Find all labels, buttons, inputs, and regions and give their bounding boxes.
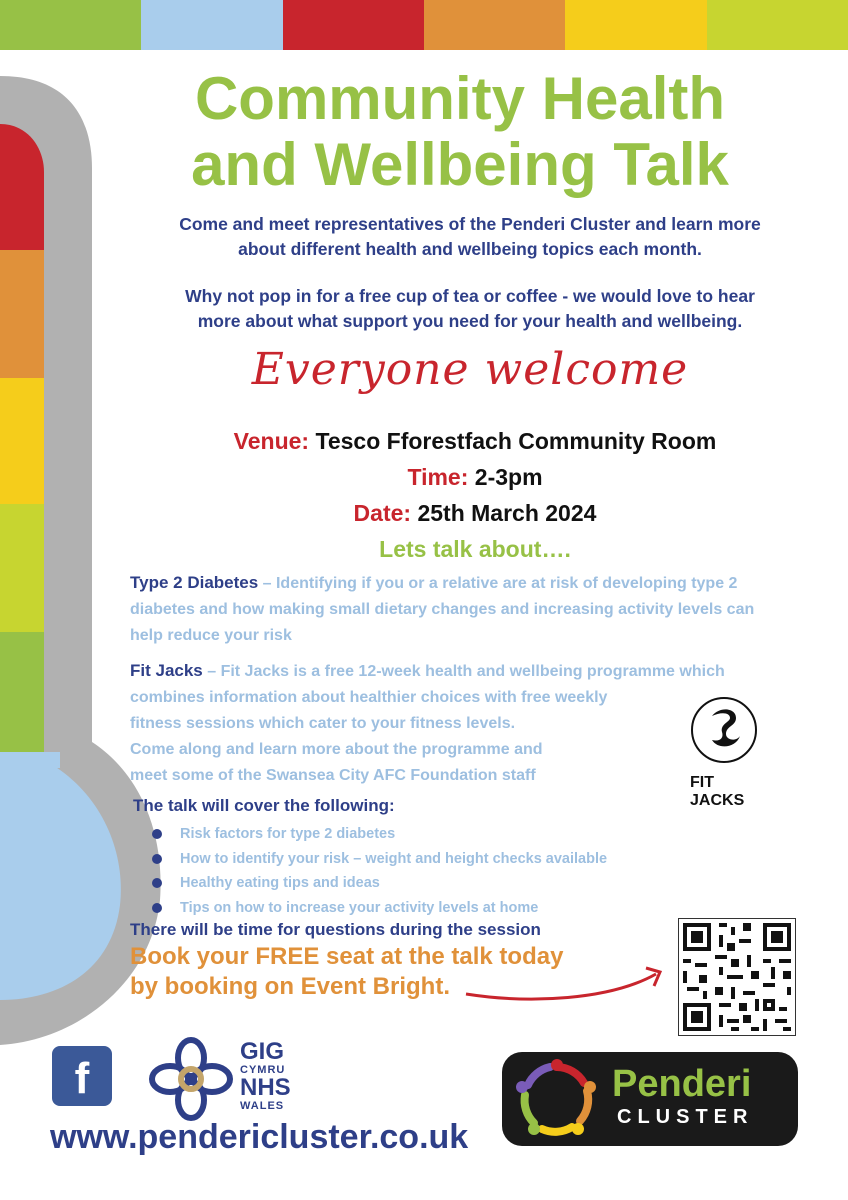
nhs-wales-logo	[240, 1040, 291, 1112]
swan-logo-icon	[690, 696, 758, 764]
questions-note: There will be time for questions during the session	[130, 920, 541, 939]
cover-title: The talk will cover the following:	[133, 796, 395, 815]
lets-talk-heading: Lets talk about….	[379, 536, 571, 562]
booking-line-1: Book your FREE seat at the talk today	[130, 943, 564, 970]
intro-paragraph-2	[130, 284, 810, 334]
diabetes-heading: Type 2 Diabetes	[130, 573, 259, 592]
intro-line-2: about different health and wellbeing topics each month.	[238, 239, 702, 259]
venue-line	[100, 426, 848, 456]
fitjacks-line-1: – Fit Jacks is a free 12-week health and wellbeing programme which	[207, 663, 725, 680]
fitjacks-line-5: meet some of the Swansea City AFC Foundation staff	[130, 767, 536, 784]
diabetes-paragraph	[130, 570, 790, 649]
booking-line-2: by booking on Event Bright.	[130, 973, 450, 1000]
date-line	[100, 498, 848, 528]
qr-code[interactable]	[678, 918, 796, 1036]
venue-value: Tesco Fforestfach Community Room	[315, 428, 717, 454]
nhs-line-4: WALES	[240, 1100, 285, 1112]
time-label: Time:	[407, 464, 469, 490]
fitjacks-heading: Fit Jacks	[130, 661, 203, 680]
time-line	[100, 462, 848, 492]
intro-paragraph-1	[130, 212, 810, 262]
everyone-welcome: Everyone welcome	[251, 344, 689, 395]
facebook-glyph: f	[74, 1054, 90, 1103]
venue-label: Venue:	[233, 428, 310, 454]
arrow-icon	[460, 960, 670, 1010]
time-value: 2-3pm	[474, 464, 543, 490]
fitjacks-line-4: Come along and learn more about the programme and	[130, 741, 543, 758]
title-line-2: and Wellbeing Talk	[191, 131, 729, 198]
intro-line-1: Come and meet representatives of the Penderi Cluster and learn more	[179, 214, 761, 234]
nhs-line-1: GIG	[240, 1038, 285, 1065]
nhs-line-2: CYMRU	[240, 1064, 286, 1076]
nhs-line-3: NHS	[240, 1074, 291, 1101]
list-item: Tips on how to increase your activity levels at home	[150, 896, 607, 921]
date-label: Date:	[353, 500, 412, 526]
website-link[interactable]: www.pendericluster.co.uk	[50, 1118, 469, 1156]
fitjacks-line-3: fitness sessions which cater to your fitness levels.	[130, 715, 516, 732]
penderi-name: Penderi	[612, 1063, 752, 1105]
title-line-1: Community Health	[194, 65, 726, 132]
fitjacks-line-2: combines information about healthier choices with free weekly	[130, 689, 608, 706]
list-item: Healthy eating tips and ideas	[150, 871, 607, 896]
date-value: 25th March 2024	[417, 500, 597, 526]
nhs-knot-icon	[148, 1036, 234, 1122]
people-ring-icon	[512, 1057, 602, 1141]
penderi-sub: CLUSTER	[617, 1106, 754, 1128]
page-title	[120, 66, 800, 198]
cover-list	[150, 822, 607, 920]
list-item: Risk factors for type 2 diabetes	[150, 822, 607, 847]
intro-line-3: Why not pop in for a free cup of tea or coffee - we would love to hear	[185, 286, 755, 306]
intro-line-4: more about what support you need for your health and wellbeing.	[197, 311, 743, 331]
fitjacks-logo-label: FIT JACKS	[690, 774, 745, 809]
diabetes-text: – Identifying if you or a relative are at risk of developing type 2 diabetes and how making small dietary changes and increasing activity levels can help reduce your risk	[130, 575, 755, 644]
penderi-cluster-logo	[502, 1052, 798, 1146]
facebook-icon[interactable]	[52, 1046, 112, 1106]
list-item: How to identify your risk – weight and height checks available	[150, 847, 607, 872]
